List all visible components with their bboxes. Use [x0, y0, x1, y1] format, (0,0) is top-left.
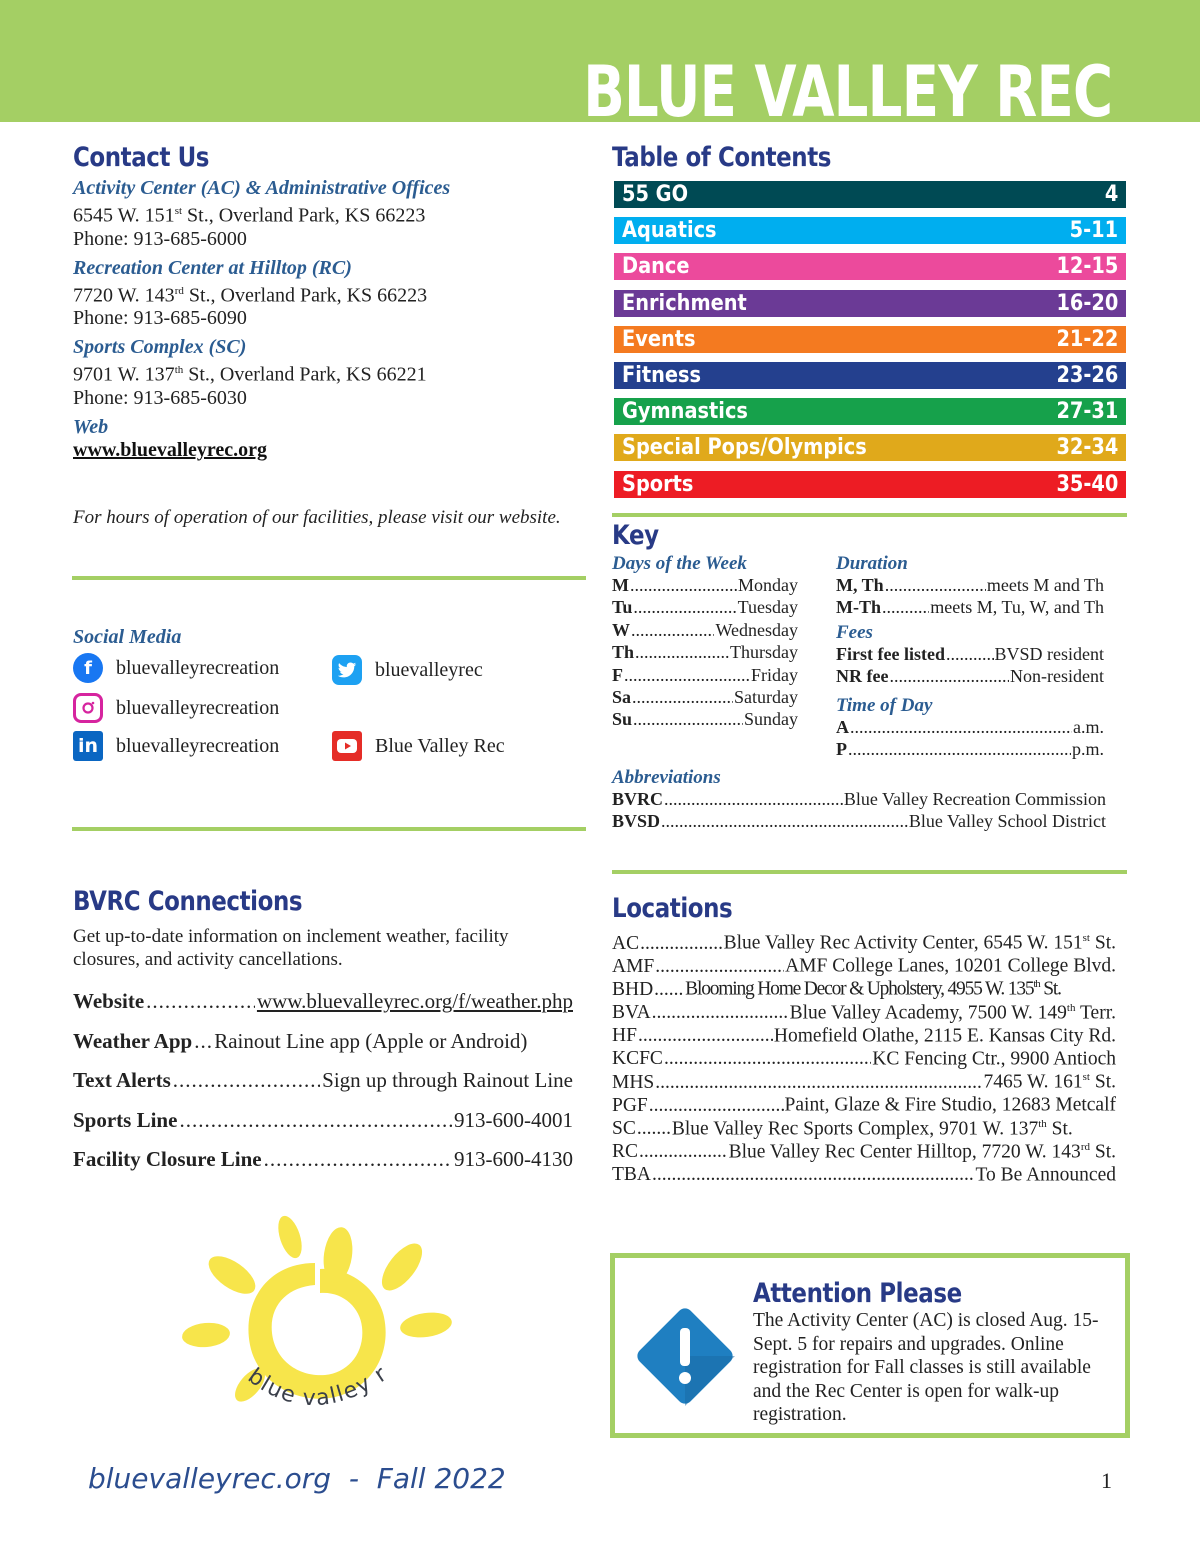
location-row: KCFC ..... KC Fencing Ctr., 9900 Antioch	[612, 1048, 1116, 1071]
toc-item-aquatics[interactable]: Aquatics 5-11	[612, 215, 1128, 246]
key-row: M-Th ..... meets M, Tu, W, and Th	[836, 597, 1104, 619]
key-row: BVSD ..... Blue Valley School District	[612, 811, 1106, 833]
contact-block-web	[73, 416, 583, 462]
toc-item-55-go[interactable]: 55 GO 4	[612, 179, 1128, 210]
connection-value: 913-600-4001	[454, 1107, 573, 1132]
contact-block-address: 9701 W. 137th St., Overland Park, KS 66221	[73, 363, 427, 386]
footer-site-season: bluevalleyrec.org - Fall 2022	[88, 1462, 506, 1495]
location-row: RC ..... Blue Valley Rec Center Hilltop, 7720 W. 143rd St.	[612, 1141, 1116, 1164]
toc-list	[612, 179, 1128, 500]
social-grid	[73, 653, 593, 783]
connection-row-website	[73, 989, 573, 1029]
logo-wordmark: blue valley r	[243, 1361, 393, 1412]
contact-block-ac	[73, 177, 583, 251]
brand-title: BLUE VALLEY REC	[582, 52, 1112, 122]
contact-block-rc	[73, 257, 583, 331]
connection-value: Sign up through Rainout Line	[322, 1068, 573, 1092]
linkedin-icon: in	[73, 731, 103, 761]
key-row: BVRC ..... Blue Valley Recreation Commission	[612, 789, 1106, 811]
key-fees-heading: Fees	[836, 621, 873, 643]
facebook-icon: f	[73, 653, 103, 683]
key-row: M, Th ..... meets M and Th	[836, 575, 1104, 597]
attention-body: The Activity Center (AC) is closed Aug. 15-Sept. 5 for repairs and upgrades. Online registration for Fall classes is still available and the Rec Center is open for walk-up registration.	[753, 1310, 1099, 1425]
key-row: Th ..... Thursday	[612, 642, 798, 664]
divider	[612, 870, 1127, 874]
connections-section	[73, 886, 573, 1187]
warning-icon	[631, 1302, 739, 1410]
key-duration-heading: Duration	[836, 553, 908, 574]
key-duration-fees-time	[836, 553, 1104, 761]
contact-block-name: Activity Center (AC) & Administrative Offices	[73, 177, 451, 199]
social-item-linkedin[interactable]	[73, 731, 279, 761]
key-heading: Key	[612, 520, 659, 551]
toc-section	[612, 142, 1128, 505]
key-row: A ..... a.m.	[836, 717, 1104, 739]
toc-heading: Table of Contents	[612, 142, 832, 173]
key-row: First fee listed ..... BVSD resident	[836, 644, 1104, 666]
attention-title: Attention Please	[753, 1278, 962, 1309]
social-section	[73, 626, 593, 783]
connection-row-text-alerts	[73, 1068, 573, 1108]
attention-text	[753, 1278, 1123, 1427]
location-row: AMF ..... AMF College Lanes, 10201 College Blvd.	[612, 955, 1116, 978]
toc-item-fitness[interactable]: Fitness 23-26	[612, 360, 1128, 391]
toc-item-gymnastics[interactable]: Gymnastics 27-31	[612, 396, 1128, 427]
connections-list	[73, 989, 573, 1187]
toc-item-sports[interactable]: Sports 35-40	[612, 469, 1128, 500]
social-item-instagram[interactable]	[73, 693, 279, 723]
contact-block-address: 6545 W. 151st St., Overland Park, KS 66223	[73, 204, 426, 227]
divider	[612, 513, 1127, 517]
connection-value: 913-600-4130	[454, 1147, 573, 1171]
key-row: Sa ..... Saturday	[612, 687, 798, 709]
location-row: BVA ..... Blue Valley Academy, 7500 W. 149th Terr.	[612, 1002, 1116, 1025]
social-heading: Social Media	[73, 626, 182, 648]
attention-box	[610, 1253, 1130, 1438]
divider	[72, 576, 586, 580]
location-row: SC ..... Blue Valley Rec Sports Complex, 9701 W. 137th St.	[612, 1118, 1116, 1141]
contact-block-address: 7720 W. 143rd St., Overland Park, KS 66223	[73, 284, 428, 307]
toc-item-dance[interactable]: Dance 12-15	[612, 251, 1128, 282]
blue-valley-rec-logo	[170, 1205, 460, 1435]
connection-row-weather-app	[73, 1029, 573, 1069]
location-row: AC ..... Blue Valley Rec Activity Center, 6545 W. 151st St.	[612, 932, 1116, 955]
key-row: W ..... Wednesday	[612, 620, 798, 642]
contact-block-phone: Phone: 913-685-6090	[73, 307, 247, 330]
social-handle: bluevalleyrecreation	[116, 656, 280, 679]
key-row: Su ..... Sunday	[612, 709, 798, 731]
contact-block-sc	[73, 336, 583, 410]
connection-value: Rainout Line app (Apple or Android)	[214, 1028, 528, 1053]
locations-list	[612, 932, 1116, 1187]
toc-item-events[interactable]: Events 21-22	[612, 324, 1128, 355]
key-abbreviations	[612, 767, 1106, 834]
connection-label: Facility Closure Line	[73, 1147, 262, 1171]
location-row: PGF ..... Paint, Glaze & Fire Studio, 12683 Metcalf	[612, 1094, 1116, 1117]
sun-logo-graphic	[170, 1205, 460, 1435]
key-row: M ..... Monday	[612, 575, 798, 597]
location-row: MHS ..... 7465 W. 161st St.	[612, 1071, 1116, 1094]
connection-label: Website	[73, 989, 145, 1013]
social-handle: bluevalleyrec	[375, 658, 483, 681]
key-row: F ..... Friday	[612, 665, 798, 687]
locations-section	[612, 893, 1116, 1187]
social-handle: Blue Valley Rec	[375, 734, 505, 757]
social-handle: bluevalleyrecreation	[116, 696, 280, 719]
social-item-youtube[interactable]	[332, 731, 505, 761]
key-row: Tu ..... Tuesday	[612, 597, 798, 619]
hours-note: For hours of operation of our facilities, please visit our website.	[73, 507, 561, 528]
twitter-icon	[332, 655, 362, 685]
instagram-icon	[73, 693, 103, 723]
social-item-twitter[interactable]	[332, 655, 483, 685]
connections-intro: Get up-to-date information on inclement weather, facility closures, and activity cancellations.	[73, 926, 509, 970]
connection-label: Sports Line	[73, 1107, 178, 1132]
key-abbr-heading: Abbreviations	[612, 767, 721, 788]
locations-heading: Locations	[612, 893, 733, 924]
contact-section	[73, 142, 583, 462]
connection-label: Text Alerts	[73, 1068, 171, 1092]
connection-label: Weather App	[73, 1028, 193, 1053]
contact-block-name: Sports Complex (SC)	[73, 336, 247, 359]
toc-item-special-pops[interactable]: Special Pops/Olympics 32-34	[612, 432, 1128, 463]
website-link[interactable]: www.bluevalleyrec.org	[73, 438, 268, 461]
contact-block-phone: Phone: 913-685-6000	[73, 227, 247, 250]
connection-row-facility-closure	[73, 1147, 573, 1187]
key-days	[612, 553, 798, 732]
contact-block-name: Recreation Center at Hilltop (RC)	[73, 256, 352, 279]
web-label: Web	[73, 415, 109, 438]
weather-page-link[interactable]: www.bluevalleyrec.org/f/weather.php	[256, 989, 573, 1013]
location-row: TBA ..... To Be Announced	[612, 1164, 1116, 1187]
divider	[72, 827, 586, 831]
page-number: 1	[1101, 1468, 1112, 1493]
social-handle: bluevalleyrecreation	[116, 734, 280, 757]
connections-heading: BVRC Connections	[73, 886, 303, 917]
social-item-facebook[interactable]	[73, 653, 279, 683]
contact-block-phone: Phone: 913-685-6030	[73, 386, 247, 409]
youtube-icon	[332, 731, 362, 761]
contact-heading: Contact Us	[73, 142, 210, 173]
connection-row-sports-line	[73, 1108, 573, 1148]
location-row: HF ..... Homefield Olathe, 2115 E. Kansas City Rd.	[612, 1025, 1116, 1048]
key-row: P ..... p.m.	[836, 739, 1104, 761]
toc-item-enrichment[interactable]: Enrichment 16-20	[612, 288, 1128, 319]
key-days-heading: Days of the Week	[612, 553, 747, 574]
key-section	[612, 520, 1128, 832]
key-time-heading: Time of Day	[836, 694, 933, 716]
location-row: BHD ..... Blooming Home Decor & Upholstery, 4955 W. 135th St.	[612, 978, 1116, 1001]
key-row: NR fee ..... Non-resident	[836, 666, 1104, 688]
